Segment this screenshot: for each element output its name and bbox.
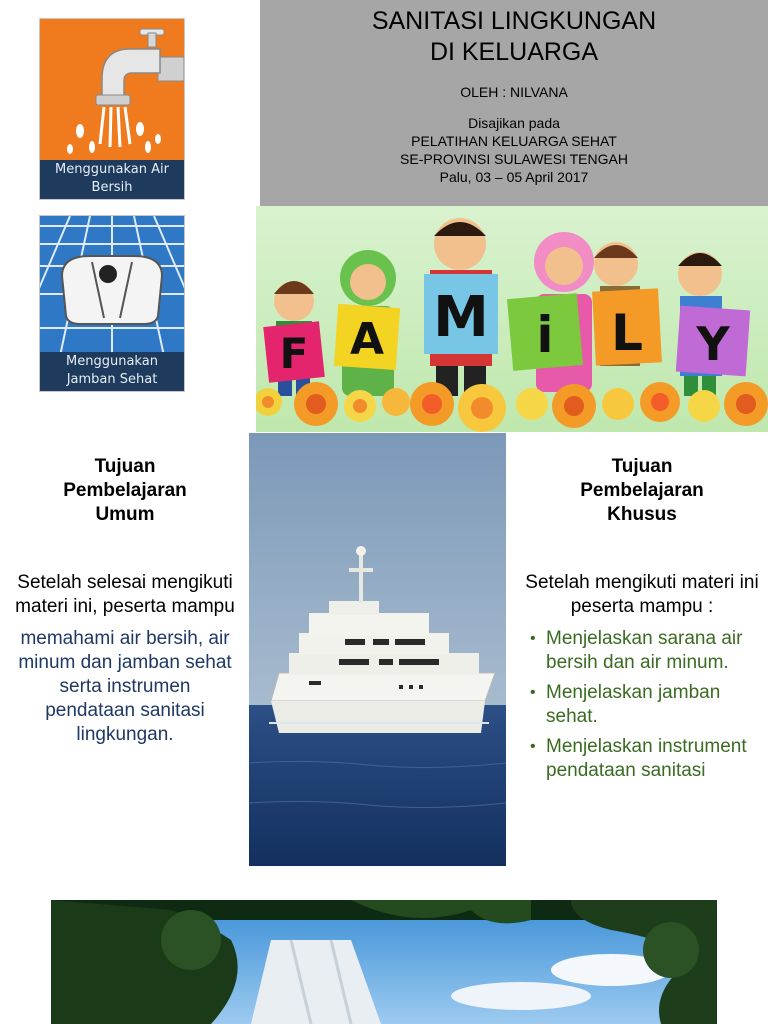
general-goal-intro: Setelah selesai mengikuti materi ini, peserta mampu <box>15 572 235 617</box>
waterfall-photo <box>51 900 717 1024</box>
general-goal-heading: Tujuan Pembelajaran Umum <box>63 456 187 525</box>
healthy-latrine-icon-card <box>39 215 185 392</box>
general-goal-section <box>14 455 236 747</box>
family-illustration <box>256 206 768 432</box>
specific-goal-intro: Setelah mengikuti materi ini peserta mampu : <box>525 572 759 617</box>
icon-caption: Menggunakan Air Bersih <box>40 160 184 199</box>
icon-caption: Menggunakan Jamban Sehat <box>40 352 184 391</box>
general-goal-body: memahami air bersih, air minum dan jamban sehat serta instrumen pendataan sanitasi lingkungan. <box>18 628 232 745</box>
svg-text:F: F <box>279 329 309 378</box>
list-item: • Menjelaskan instrument pendataan sanitasi <box>530 736 747 781</box>
specific-goal-list <box>524 627 760 783</box>
svg-text:L: L <box>611 304 643 362</box>
specific-goal-section <box>524 455 760 789</box>
yacht-photo <box>249 433 506 866</box>
waterfall-illustration <box>51 900 717 1024</box>
event-date: Palu, 03 – 05 April 2017 <box>439 169 589 185</box>
svg-text:i: i <box>536 306 554 364</box>
clean-water-icon-card <box>39 18 185 200</box>
event-info: Disajikan pada PELATIHAN KELUARGA SEHAT SE-PROVINSI SULAWESI TENGAH Palu, 03 – 05 April 2017 <box>260 114 768 186</box>
list-item: • Menjelaskan jamban sehat. <box>530 682 721 727</box>
yacht-illustration <box>249 433 506 866</box>
author-line: OLEH : NILVANA <box>460 84 568 100</box>
family-banner <box>256 206 768 432</box>
specific-goal-heading: Tujuan Pembelajaran Khusus <box>580 456 704 525</box>
title-block <box>260 0 768 206</box>
svg-text:A: A <box>349 314 385 365</box>
svg-text:M: M <box>433 285 489 350</box>
list-item: • Menjelaskan sarana air bersih dan air minum. <box>530 628 743 673</box>
page-title: SANITASI LINGKUNGAN DI KELUARGA <box>371 7 657 66</box>
svg-text:Y: Y <box>696 317 730 371</box>
